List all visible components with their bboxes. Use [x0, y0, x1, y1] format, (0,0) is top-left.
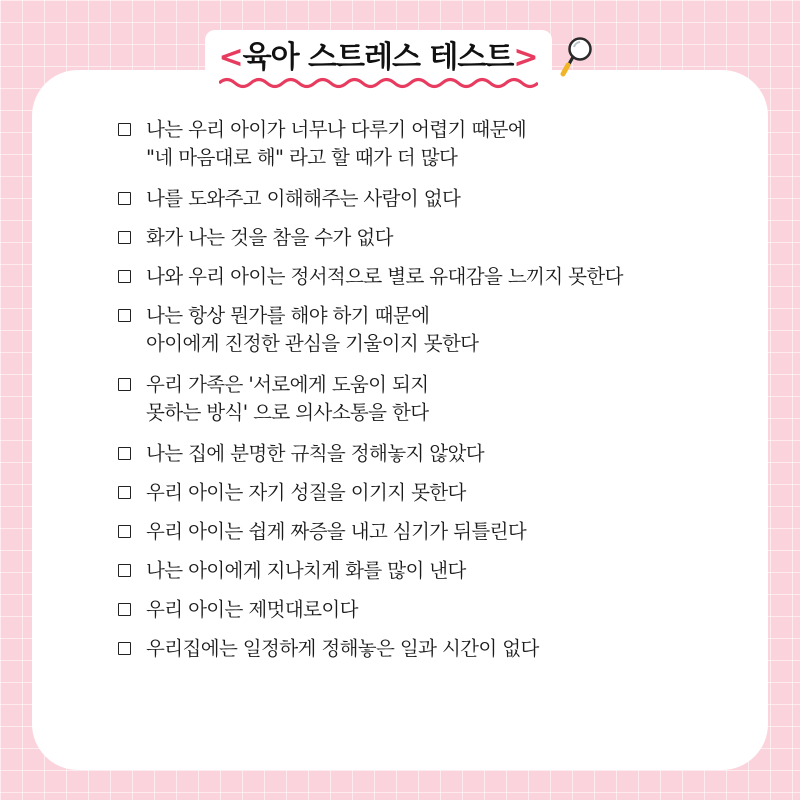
checklist-item[interactable]: [118, 479, 758, 507]
checklist-item[interactable]: [118, 596, 758, 624]
checklist-item-label: 나는 집에 분명한 규칙을 정해놓지 않았다: [146, 442, 485, 465]
checklist-item-label: 우리집에는 일정하게 정해놓은 일과 시간이 없다: [146, 637, 539, 660]
checkbox[interactable]: [118, 525, 131, 538]
checklist-item[interactable]: [118, 185, 758, 213]
checklist-item-label: 나를 도와주고 이해해주는 사람이 없다: [146, 187, 461, 210]
checklist-item-label: 나와 우리 아이는 정서적으로 별로 유대감을 느끼지 못한다: [146, 265, 623, 288]
page-title: [205, 30, 552, 86]
checkbox[interactable]: [118, 564, 131, 577]
checklist-item-label: 나는 아이에게 지나치게 화를 많이 낸다: [146, 559, 466, 582]
checklist-item-label: 우리 아이는 제멋대로이다: [146, 598, 358, 621]
checkbox[interactable]: [118, 192, 131, 205]
checkbox[interactable]: [118, 642, 131, 655]
checklist-item-label: 우리 아이는 쉽게 짜증을 내고 심기가 뒤틀린다: [146, 520, 527, 543]
title-bracket-left: <: [218, 40, 243, 75]
checkbox[interactable]: [118, 231, 131, 244]
checkbox[interactable]: [118, 447, 131, 460]
checkbox[interactable]: [118, 378, 131, 391]
checklist-item-label: 나는 우리 아이가 너무나 다루기 어렵기 때문에 "네 마음대로 해" 라고 할 때가 더 많다: [146, 118, 527, 169]
checklist-item[interactable]: [118, 371, 758, 427]
checklist-item[interactable]: [118, 557, 758, 585]
title-bracket-right: >: [513, 40, 538, 75]
checkbox[interactable]: [118, 486, 131, 499]
stress-checklist: [118, 116, 758, 674]
checklist-item[interactable]: [118, 263, 758, 291]
magnifier-icon: [558, 35, 596, 81]
checklist-item[interactable]: [118, 635, 758, 663]
checkbox[interactable]: [118, 309, 131, 322]
checklist-item-label: 화가 나는 것을 참을 수가 없다: [146, 226, 393, 249]
checklist-item-label: 나는 항상 뭔가를 해야 하기 때문에 아이에게 진정한 관심을 기울이지 못한다: [146, 304, 479, 355]
checkbox[interactable]: [118, 603, 131, 616]
checkbox[interactable]: [118, 123, 131, 136]
title-wave-underline: [219, 76, 538, 90]
checkbox[interactable]: [118, 270, 131, 283]
title-bar: [0, 30, 800, 86]
checklist-item[interactable]: [118, 440, 758, 468]
checklist-item[interactable]: [118, 116, 758, 172]
checklist-item[interactable]: [118, 302, 758, 358]
checklist-item-label: 우리 가족은 '서로에게 도움이 되지 못하는 방식' 으로 의사소통을 한다: [146, 373, 429, 424]
checklist-item-label: 우리 아이는 자기 성질을 이기지 못한다: [146, 481, 466, 504]
checklist-item[interactable]: [118, 518, 758, 546]
checklist-item[interactable]: [118, 224, 758, 252]
title-text: 육아 스트레스 테스트: [242, 40, 514, 75]
